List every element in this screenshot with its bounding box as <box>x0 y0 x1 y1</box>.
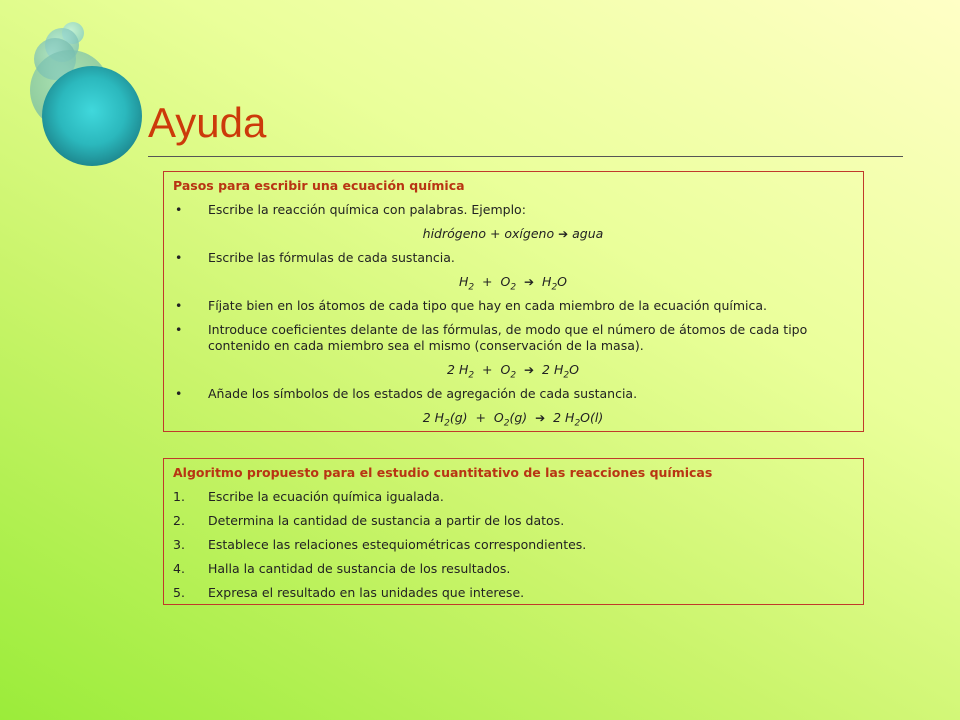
bullet: • <box>175 322 183 337</box>
bullet: • <box>175 250 183 265</box>
step-text: Fíjate bien en los átomos de cada tipo que hay en cada miembro de la ecuación química. <box>208 298 768 313</box>
step-text: Escribe la reacción química con palabras. Ejemplo: <box>208 202 526 217</box>
item-text: Expresa el resultado en las unidades que interese. <box>208 585 525 600</box>
equation-formula: $H_2 + O_2$ ➔ $H_2O$ <box>458 274 568 293</box>
item-number: 4. <box>173 561 185 576</box>
item-text: Escribe la ecuación química igualada. <box>208 489 444 504</box>
list-item <box>173 250 853 266</box>
list-item <box>173 489 853 505</box>
item-text: Determina la cantidad de sustancia a partir de los datos. <box>208 513 565 528</box>
item-number: 3. <box>173 537 185 552</box>
equation-reactants: hidrógeno + oxígeno <box>422 226 555 241</box>
steps-heading: Pasos para escribir una ecuación química <box>173 178 465 193</box>
arrow-right-icon: ➔ <box>535 411 546 425</box>
bullet: • <box>175 386 183 401</box>
equation-states: 2 $H_2(g) + O_2(g)$ ➔ 2 $H_2O(l)$ <box>422 410 604 429</box>
arrow-right-icon: ➔ <box>558 227 569 241</box>
circle-decoration-main <box>42 66 142 166</box>
item-number: 5. <box>173 585 185 600</box>
step-text: Escribe las fórmulas de cada sustancia. <box>208 250 455 265</box>
list-item <box>173 561 853 577</box>
item-number: 1. <box>173 489 185 504</box>
list-item <box>173 585 853 601</box>
list-item <box>173 202 853 218</box>
bullet: • <box>175 202 183 217</box>
item-number: 2. <box>173 513 185 528</box>
list-item <box>173 298 853 314</box>
step-text: Añade los símbolos de los estados de agregación de cada sustancia. <box>208 386 638 401</box>
bullet: • <box>175 298 183 313</box>
page-title: Ayuda <box>148 99 267 146</box>
algorithm-box <box>163 458 864 605</box>
title-divider <box>148 156 903 157</box>
list-item <box>173 537 853 553</box>
equation-balanced: 2 $H_2 + O_2$ ➔ 2 $H_2O$ <box>447 362 579 381</box>
item-text: Halla la cantidad de sustancia de los resultados. <box>208 561 511 576</box>
item-text: Establece las relaciones estequiométricas correspondientes. <box>208 537 587 552</box>
step-text: Introduce coeficientes delante de las fórmulas, de modo que el número de átomos de cada tipo contenido en cada miembro sea el mismo (conservación de la masa). <box>208 322 808 353</box>
algorithm-heading: Algoritmo propuesto para el estudio cuantitativo de las reacciones químicas <box>173 465 713 480</box>
arrow-right-icon: ➔ <box>524 363 535 377</box>
equation-product: agua <box>572 226 604 241</box>
decorative-circles <box>0 0 160 180</box>
arrow-right-icon: ➔ <box>524 275 535 289</box>
list-item <box>173 513 853 529</box>
list-item <box>173 386 853 402</box>
equation-words <box>173 226 853 242</box>
list-item <box>173 322 853 354</box>
chemical-equation-steps-box <box>163 171 864 432</box>
